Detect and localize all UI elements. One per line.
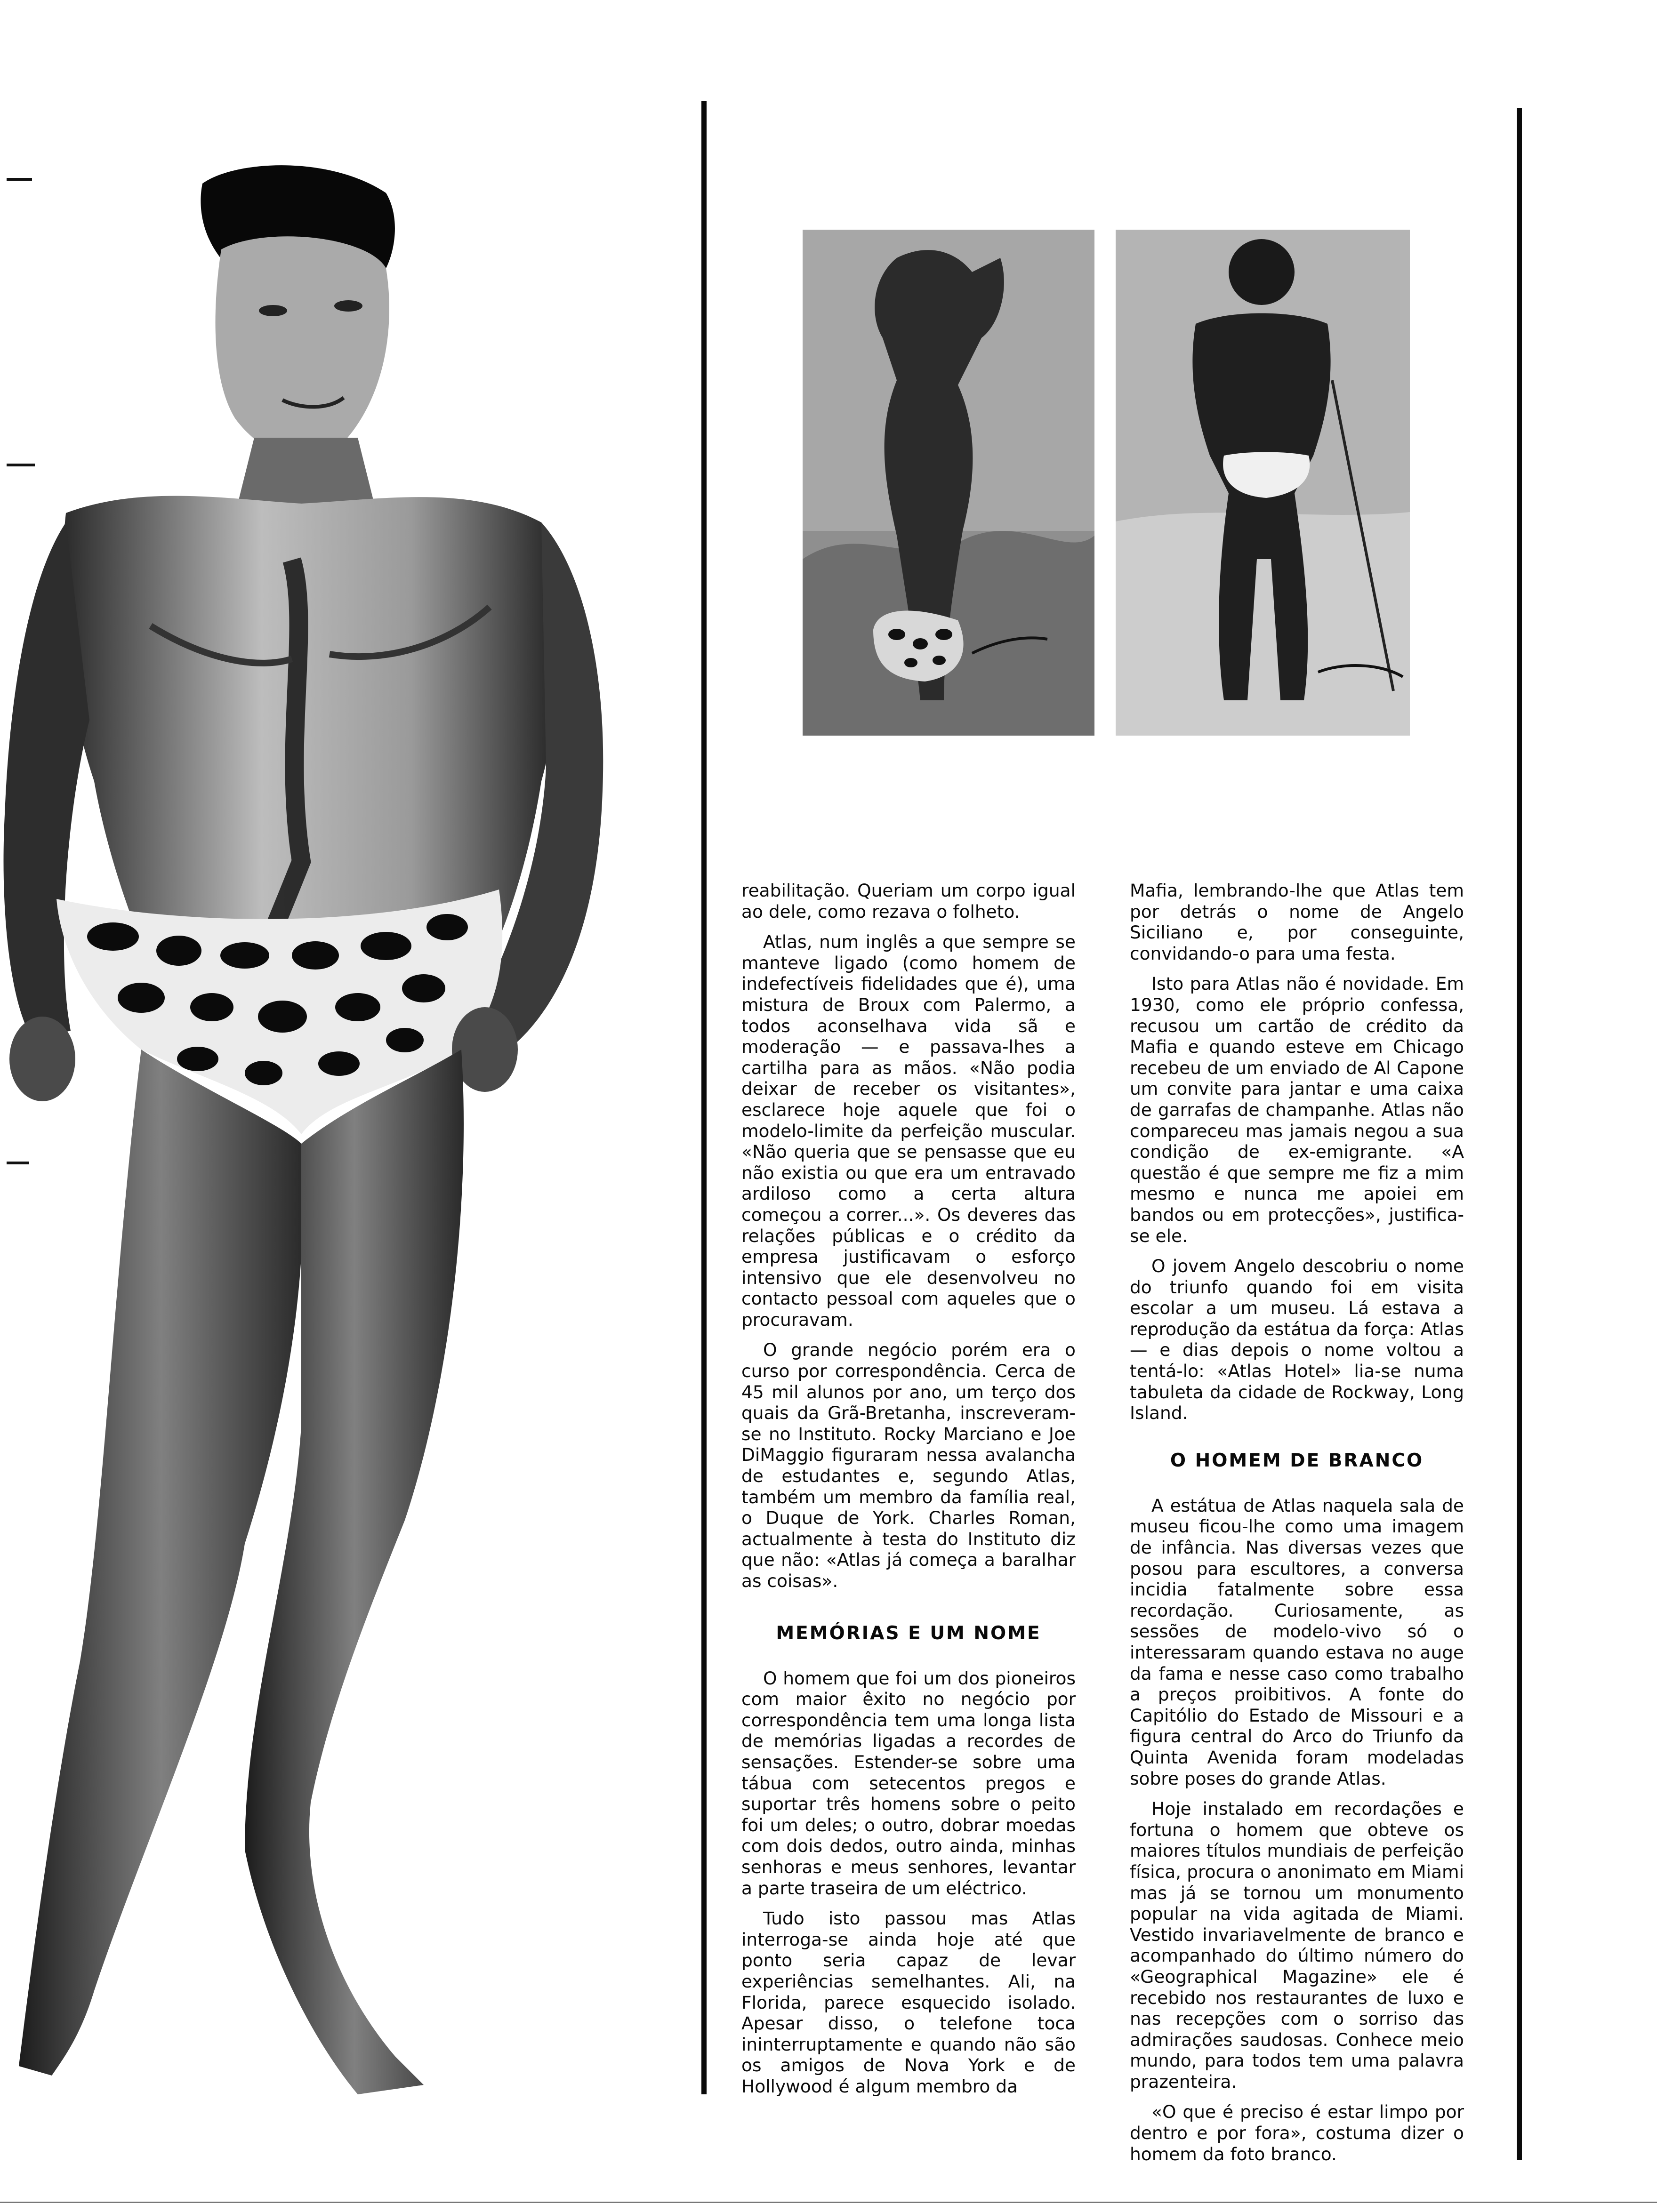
paragraph: Hoje instalado em recordações e fortuna o homem que obteve os maiores títulos mundiais de perfeição física, procura o anonimato em Miami mas já se tornou um monumento popular na vida agitada de Miami. Vestido invariavelmente de branco e acompanhado do último número do «Geographical Magazine» ele é recebido nos restaurantes de luxo e nas recepções com o sorriso das admirações saudosas. Conhece meio mundo, para todos tem uma palavra prazenteira. (1130, 1798, 1464, 2092)
section-heading: O HOMEM DE BRANCO (1170, 1450, 1424, 1471)
paragraph: A estátua de Atlas naquela sala de museu ficou-lhe como uma imagem de infância. Nas diversas vezes que posou para escultores, a conversa incidia fatalmente sobre essa recordação. Curiosamente, as sessões de modelo-vivo só o interessaram quando estava no auge da fama e nesse caso como trabalho a preços proibitivos. A fonte do Capitólio do Estado de Missouri e a figura central do Arco do Triunfo da Quinta Avenida foram modeladas sobre poses do grande Atlas. (1130, 1495, 1464, 1789)
article-column-right (1130, 880, 1464, 2164)
paragraph: Isto para Atlas não é novidade. Em 1930, como ele próprio confessa, recusou um cartão de crédito da Mafia e quando esteve em Chicago recebeu de um enviado de Al Capone um convite para jantar e uma caixa de garrafas de champanhe. Atlas não compareceu mas jamais negou a sua condição de ex-emigrante. «A questão é que sempre me fiz a mim mesmo e nunca me apoiei em bandos ou em protecções», justifica-se ele. (1130, 973, 1464, 1246)
column-rule-left (701, 101, 707, 2094)
paragraph: O homem que foi um dos pioneiros com maior êxito no negócio por correspondência tem uma longa lista de memórias ligadas a recordes de sensações. Estender-se sobre uma tábua com setecentos pregos e suportar três homens sobre o peito foi um deles; o outro, dobrar moedas com dois dedos, outro ainda, minhas senhoras e meus senhores, levantar a parte traseira de um eléctrico. (741, 1667, 1076, 1899)
paragraph: «O que é preciso é estar limpo por dentro e por fora», costuma dizer o homem da foto branco. (1130, 2101, 1464, 2164)
paragraph: reabilitação. Queriam um corpo igual ao dele, como rezava o folheto. (741, 880, 1076, 922)
section-heading: MEMÓRIAS E UM NOME (776, 1622, 1041, 1644)
column-rule-right (1517, 108, 1522, 2160)
bottom-edge-line (0, 2202, 1657, 2203)
paragraph: Tudo isto passou mas Atlas interroga-se ainda hoje até que ponto seria capaz de levar experiências semelhantes. Ali, na Florida, parece esquecido isolado. Apesar disso, o telefone toca ininterruptamente e quando não são os amigos de Nova York e de Hollywood é algum membro da (741, 1908, 1076, 2097)
paragraph: Atlas, num inglês a que sempre se manteve ligado (como homem de indefectíveis fidelidades que é), uma mistura de Broux com Palermo, a todos aconselhava vida sã e moderação — e passava-lhes a cartilha para as mãos. «Não podia deixar de receber os visitantes», esclarece hoje aquele que foi o modelo-limite da perfeição muscular. «Não queria que se pensasse que eu não existia ou que era um entravado ardiloso como a certa altura começou a correr...». Os deveres das relações públicas e o crédito da empresa justificavam o esforço intensivo que ele desenvolveu no contacto pessoal com aqueles que o procuravam. (741, 931, 1076, 1330)
photo-back-pose (803, 230, 1094, 736)
main-photo (0, 155, 626, 2132)
photo-front-pose (1116, 230, 1410, 736)
paragraph: O jovem Angelo descobriu o nome do triunfo quando foi em visita escolar a um museu. Lá estava a reprodução da estátua da força: Atlas — e dias depois o nome voltou a tentá-lo: «Atlas Hotel» lia-se numa tabuleta da cidade de Rockway, Long Island. (1130, 1256, 1464, 1424)
paragraph: Mafia, lembrando-lhe que Atlas tem por detrás o nome de Angelo Siciliano e, por conseguinte, convidando-o para uma festa. (1130, 880, 1464, 964)
article-column-left (741, 880, 1076, 2097)
paragraph: O grande negócio porém era o curso por correspondência. Cerca de 45 mil alunos por ano, um terço dos quais da Grã-Bretanha, inscreveram-se no Instituto. Rocky Marciano e Joe DiMaggio figuraram nessa avalancha de estudantes e, segundo Atlas, também um membro da família real, o Duque de York. Charles Roman, actualmente à testa do Instituto diz que não: «Atlas já começa a baralhar as coisas». (741, 1339, 1076, 1591)
